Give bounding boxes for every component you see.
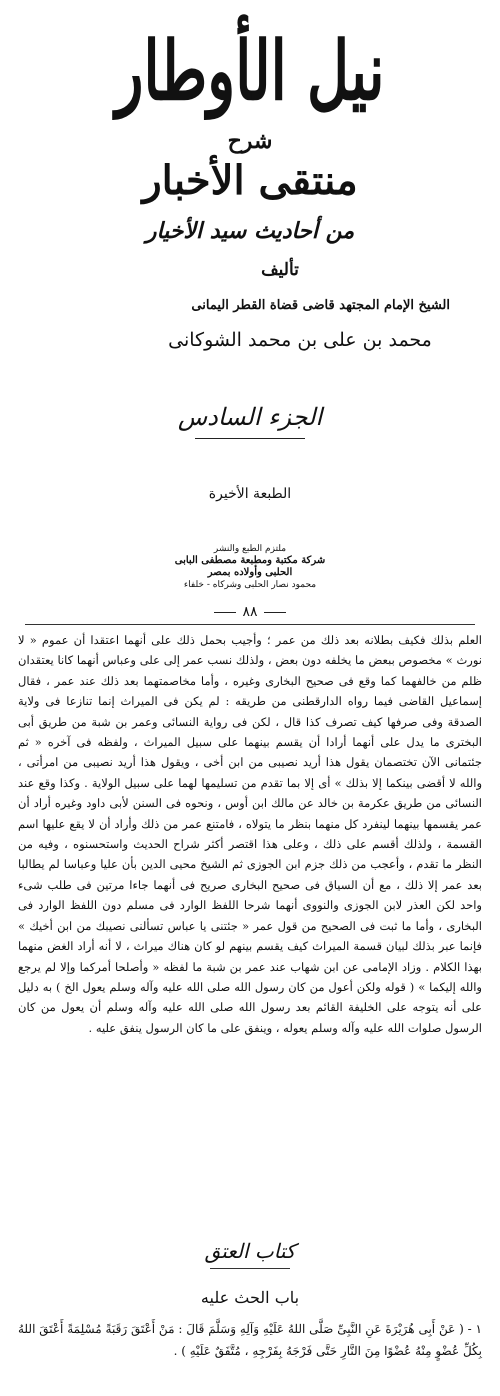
publisher-block — [162, 543, 338, 590]
hadith-text — [18, 1318, 482, 1362]
source-subtitle: من أحاديث سيد الأخيار — [145, 218, 355, 244]
author-name: محمد بن على بن محمد الشوكانى — [168, 329, 432, 351]
taleef-label: تأليف — [261, 260, 299, 280]
source-title: منتقى الأخبار — [142, 157, 358, 204]
hadith-paragraph: ١ - ( عَنْ أَبِى هُرَيْرَةَ عَنِ النَّبِىِّ صَلَّى اللهُ عَلَيْهِ وَآلِهِ وَسَلَّمَ قَالَ : مَنْ أَعْتَقَ رَقَبَةً مُسْلِمَةً أَعْتَقَ اللهُ بِكُلِّ عُضْوٍ مِنْهُ عُضْوًا مِنَ النَّارِ حَتَّى فَرْجَهُ بِفَرْجِهِ ، مُتَّفَقٌ عَلَيْهِ ) . — [18, 1322, 482, 1358]
edition-label: الطبعة الأخيرة — [208, 486, 292, 502]
sharh-label: شرح — [227, 128, 273, 154]
publisher-line-1: ملتزم الطبع والنشر — [213, 544, 287, 554]
chapter-heading: باب الحث عليه — [200, 1288, 300, 1307]
page-number-dash-left — [214, 612, 236, 613]
author-description: الشيخ الإمام المجتهد قاضى قضاة القطر اليمانى — [191, 298, 450, 313]
body-paragraph: العلم بذلك فكيف بطلانه بعد ذلك من عمر ؛ وأجيب بحمل ذلك على أنهما اعتقدا أن عموم « لا نورث » مخصوص ببعض ما يخلفه دون بعض ، ولذلك نسب عمر إلى على وعباس أنهما كانا يعتقدان ظلم من خالفهما كما وقع فى صحيح البخارى وغيره ، وأما مخاصمتهما بعد ذلك عند عمر ، فقال إسماعيل القاضى فيما رواه الدارقطنى من طريقه : لم يكن فى الميراث إنما تنازعا فى ولاية الصدقة وفى صرفها كيف تصرف كذا قال ، لكن فى رواية النسائى وعمر بن شبة من طريق أبى البخترى ما يدل على أنهما أرادا أن يقسم بينهما على سبيل الميراث ، ولفظه فى آخره « ثم جئتمانى الآن تختصمان يقول هذا أريد نصيبى من ابن أخى ، ويقول هذا أريد نصيبى من امرأتى ، والله لا أقضى بينكما إلا بذلك » أى إلا بما تقدم من تسليمها لهما على سبيل الولاية . وكذا وقع عند النسائى من طريق عكرمة بن خالد عن مالك ابن أوس ، ونحوه فى السنن لأبى داود وغيره أراد أن عمر يقسمها بينهما لينفرد كل منهما بنظر ما يتولاه ، فامتنع عمر من ذلك وأراد أن لا يقع عليها اسم القسمة ، ولذلك أقسم على ذلك ، وعلى هذا اقتصر أكثر شراح الحديث واستحسنوه ، وفيه من النظر ما تقدم ، وأعجب من ذلك جزم ابن الجوزى ثم الشيخ محيى الدين بأن عليا وعباسا لم يطالبا بعد عمر إلا ذلك ، مع أن السياق فى صحيح البخارى صريح فى أنهما جاءا مرتين فى طلب شىء واحد لكن العذر لابن الجوزى والنووى أنهما شرحا اللفظ الوارد فى مسلم دون اللفظ الوارد فى البخارى ، وأما ما ثبت فى الصحيح من قول عمر « جئتنى يا عباس تسألنى نصيبك من ابن أخيك » فإنما عبر بذلك لبيان قسمة الميراث كيف يقسم بينهم لو كان هناك ميراث ، لا أنه أراد الغض منهما بهذا الكلام . وزاد الإمامى عن ابن شهاب عند عمر بن شبة ما لفظه « وأصلحا أمركما وإلا لم يرجع والله إليكما » ( قوله ولكن أعول من كان رسول الله صلى الله عليه وآله وسلم يعول الخ ) به دليل على أنه يتوجه على الخليفة القائم بعد رسول الله صلى الله عليه وآله وسلم أن يعول من كان الرسول صلوات الله عليه وآله وسلم يعوله ، وينفق على ما كان الرسول ينفق عليه . — [18, 633, 482, 1035]
book-heading: كتاب العتق — [204, 1239, 296, 1263]
book-main-title: نيل الأوطار — [115, 23, 385, 119]
body-text — [18, 630, 482, 1038]
page-number: ٨٨ — [242, 604, 258, 620]
publisher-line-3: محمود نصار الحلبى وشركاه - خلفاء — [183, 580, 317, 590]
volume-label: الجزء السادس — [177, 403, 323, 431]
page-number-row — [0, 602, 500, 622]
page-number-dash-right — [264, 612, 286, 613]
publisher-line-2: شركة مكتبة ومطبعة مصطفى البابى الحلبى وأولاده بمصر — [174, 555, 326, 578]
volume-underline — [195, 438, 305, 439]
book-heading-rule — [210, 1268, 290, 1269]
header-rule — [25, 624, 475, 625]
